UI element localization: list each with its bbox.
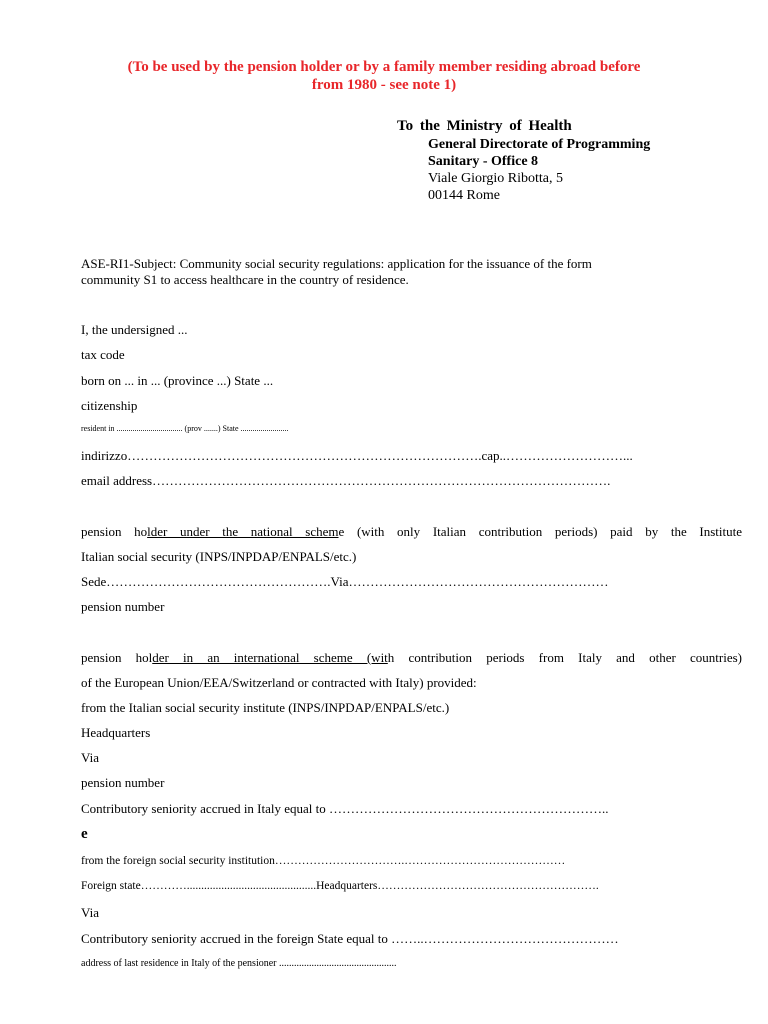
- subject-line2: community S1 to access healthcare in the country of residence.: [81, 272, 409, 287]
- national-scheme-line1: [81, 524, 742, 540]
- tax-code-field: tax code: [81, 347, 125, 362]
- seniority-foreign-field: Contributory seniority accrued in the foreign State equal to ……..………………………………………: [81, 931, 619, 946]
- citizenship-field: citizenship: [81, 398, 138, 413]
- foreign-via: Via: [81, 905, 99, 920]
- international-scheme-text-b: h contribution periods from Italy and other countries): [387, 650, 742, 665]
- international-pension-number: pension number: [81, 775, 165, 790]
- subject-line1: ASE-RI1-Subject: Community social security regulations: application for the issuance of the form: [81, 256, 592, 271]
- international-scheme-line3: from the Italian social security institute (INPS/INPDAP/ENPALS/etc.): [81, 700, 450, 715]
- recipient-dept-line2: Sanitary - Office 8: [428, 154, 539, 169]
- national-scheme-text-b: e (with only Italian contribution periods) paid by the Institute: [338, 524, 742, 539]
- international-scheme-underlined: der in an international scheme (wit: [152, 650, 388, 665]
- usage-note-line2: from 1980 - see note 1): [311, 77, 457, 93]
- national-pension-number: pension number: [81, 599, 165, 614]
- seniority-italy-field: Contributory seniority accrued in Italy equal to ………………………………………………………..: [81, 801, 609, 816]
- recipient-to: To the Ministry of Health: [397, 118, 572, 134]
- international-scheme-line2: of the European Union/EEA/Switzerland or contracted with Italy) provided:: [81, 675, 477, 690]
- international-headquarters: Headquarters: [81, 725, 151, 740]
- recipient-dept-line1: General Directorate of Programming: [428, 137, 651, 152]
- international-via: Via: [81, 750, 99, 765]
- foreign-institution-field: from the foreign social security institution…………………………….……………………………………: [81, 855, 566, 867]
- birth-field: born on ... in ... (province ...) State ...: [81, 373, 274, 388]
- residence-field: resident in ................................. (prov .......) State ........................: [81, 424, 289, 433]
- recipient-street: Viale Giorgio Ribotta, 5: [428, 171, 563, 186]
- and-conjunction: e: [81, 826, 88, 842]
- international-scheme-line1: [81, 650, 742, 666]
- international-scheme-text-a: pension hol: [81, 650, 153, 665]
- last-residence-field: address of last residence in Italy of the pensioner ...............................................: [81, 958, 397, 969]
- usage-note-line1: (To be used by the pension holder or by a family member residing abroad before: [127, 59, 641, 75]
- recipient-city: 00144 Rome: [428, 188, 500, 203]
- undersigned-field: I, the undersigned ...: [81, 322, 188, 337]
- address-field: indirizzo……………………………………………………………………….cap..………………………...: [81, 448, 633, 463]
- email-field: email address…………………………………………………………………………………………….: [81, 473, 611, 488]
- national-scheme-underlined: lder under the national schem: [147, 524, 339, 539]
- national-scheme-text-a: pension ho: [81, 524, 148, 539]
- national-scheme-line2: Italian social security (INPS/INPDAP/ENPALS/etc.): [81, 549, 357, 564]
- national-sede-field: Sede…………………………………………….Via……………………………………………………: [81, 574, 609, 589]
- foreign-state-field: Foreign state………….............................................Headquarters………………………………………………….: [81, 880, 599, 892]
